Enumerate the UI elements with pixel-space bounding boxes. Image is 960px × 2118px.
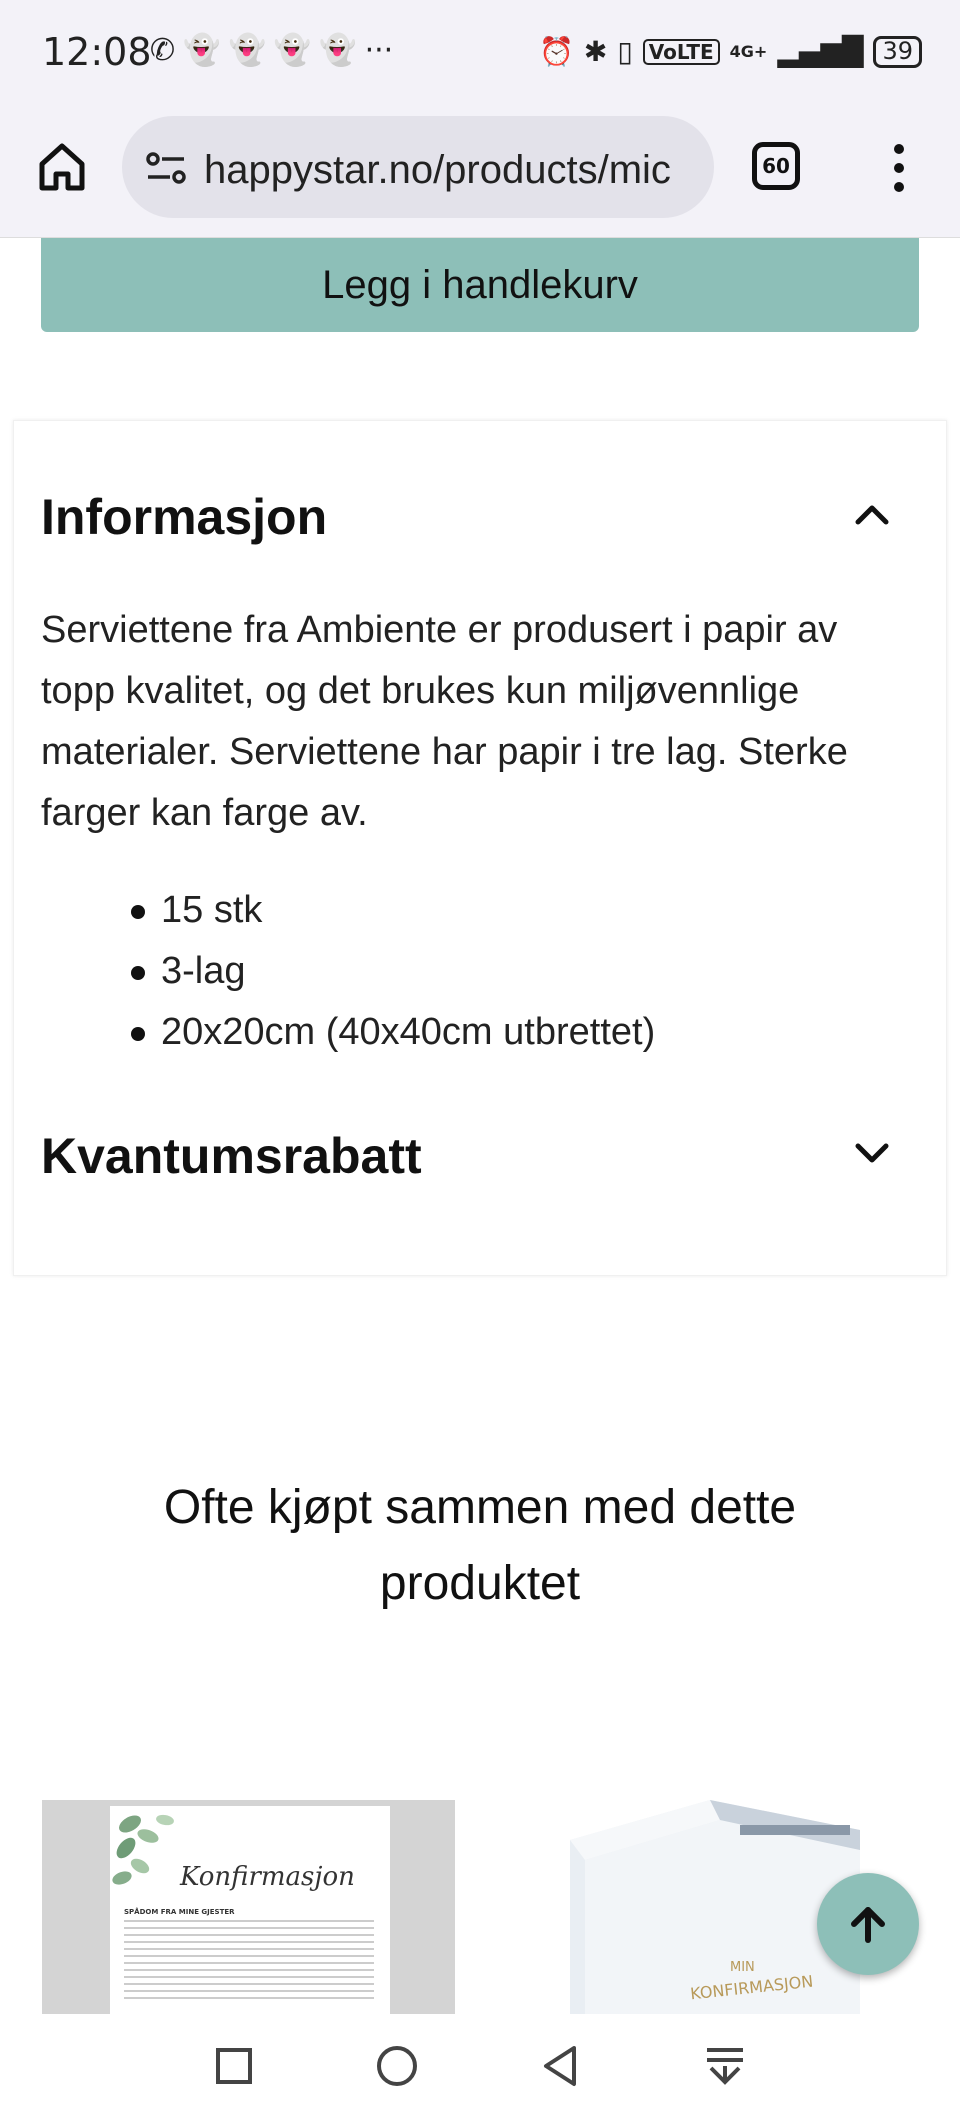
battery-level: 39 <box>873 36 922 68</box>
box-label-line1: MIN <box>730 1960 755 1975</box>
url-text[interactable]: happystar.no/products/mic <box>204 148 671 192</box>
notification-icons <box>150 33 394 68</box>
related-products-title-text: Ofte kjøpt sammen med dette produktet <box>163 1481 797 1610</box>
address-bar[interactable] <box>122 116 714 218</box>
more-dots-icon: ··· <box>364 33 394 68</box>
list-item: 15 stk <box>41 880 655 941</box>
chevron-up-icon[interactable] <box>852 494 892 534</box>
vibrate-icon: ▯ <box>617 35 633 68</box>
bluetooth-icon: ✱ <box>583 35 608 68</box>
system-icons <box>539 36 922 68</box>
related-products-title <box>0 1470 960 1622</box>
notification-pull-icon[interactable] <box>703 2044 747 2088</box>
accordion-information-title[interactable]: Informasjon <box>41 489 328 545</box>
browser-menu-button[interactable] <box>884 144 914 192</box>
eucalyptus-leaves-icon <box>110 1806 190 1896</box>
snapchat-icon: 👻 <box>183 33 221 68</box>
back-triangle-icon[interactable] <box>538 2044 582 2088</box>
chevron-down-icon[interactable] <box>852 1134 892 1174</box>
status-bar <box>0 0 960 110</box>
list-item: 20x20cm (40x40cm utbrettet) <box>41 1002 655 1063</box>
product-image <box>110 1806 390 2014</box>
recents-square-icon[interactable] <box>212 2044 256 2088</box>
scroll-to-top-button[interactable] <box>817 1873 919 1975</box>
snapchat-icon: 👻 <box>228 33 266 68</box>
network-type: 4G+ <box>729 42 768 61</box>
arrow-up-icon <box>844 1900 892 1948</box>
snapchat-icon: 👻 <box>319 33 357 68</box>
add-to-cart-button[interactable]: Legg i handlekurv <box>41 238 919 332</box>
home-circle-icon[interactable] <box>375 2044 419 2088</box>
tab-switcher-button[interactable]: 60 <box>752 142 800 190</box>
product-image-lines <box>124 1920 374 2004</box>
product-card-konfirmasjon-card[interactable] <box>42 1800 455 2014</box>
volte-badge: VoLTE <box>643 39 720 65</box>
list-item: 3-lag <box>41 941 655 1002</box>
alarm-icon: ⏰ <box>539 35 574 68</box>
snapchat-icon: 👻 <box>273 33 312 68</box>
browser-toolbar <box>0 110 960 238</box>
signal-icon: ▂▄▆█ <box>777 35 864 68</box>
product-description: Serviettene fra Ambiente er produsert i papir av topp kvalitet, og det brukes kun miljøvennlige materialer. Serviettene har papir i tre lag. Sterke farger kan farge av. <box>41 609 848 834</box>
status-time: 12:08 <box>42 30 152 74</box>
system-navigation-bar <box>0 2014 960 2118</box>
home-icon[interactable] <box>34 138 90 194</box>
site-settings-icon[interactable] <box>144 146 188 190</box>
box-label-line2: KONFIRMASJON <box>689 1971 815 2004</box>
missed-call-icon: ✆ <box>150 33 176 68</box>
product-specs-list <box>41 880 655 1063</box>
accordion-discount-title[interactable]: Kvantumsrabatt <box>41 1128 422 1184</box>
product-image-title: Konfirmasjon <box>180 1862 355 1892</box>
product-image-subtitle: SPÅDOM FRA MINE GJESTER <box>124 1908 235 1916</box>
